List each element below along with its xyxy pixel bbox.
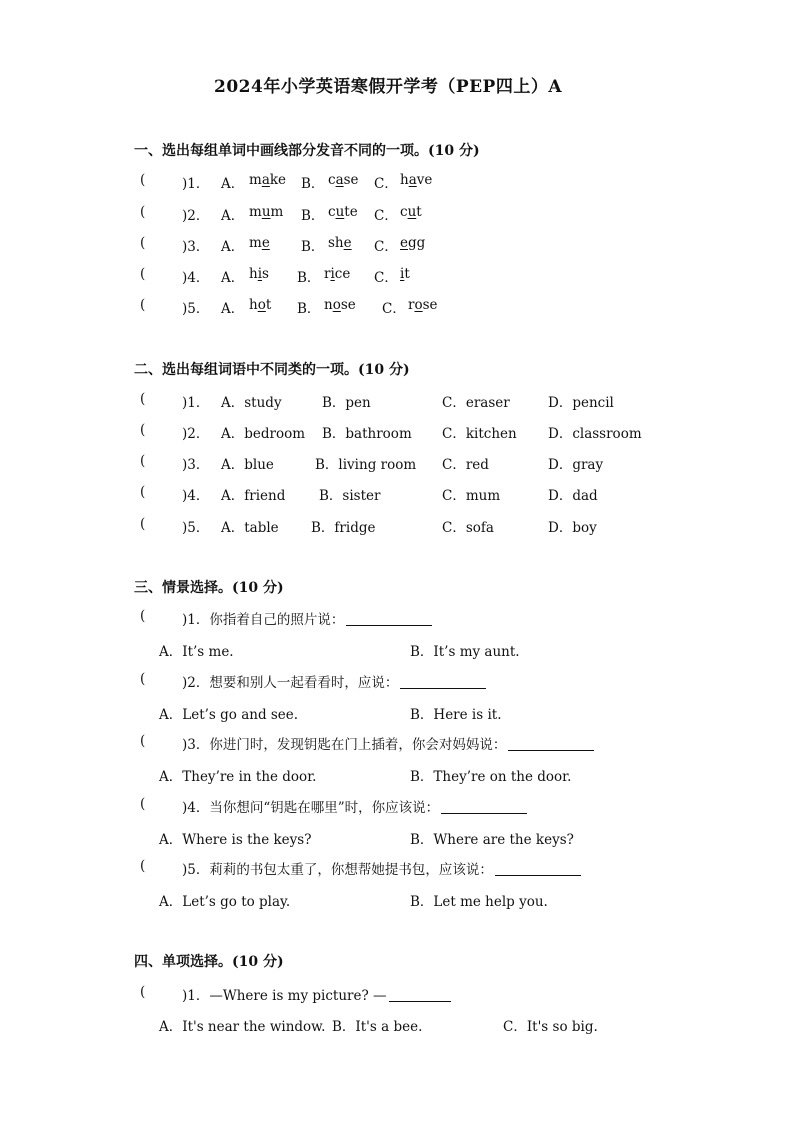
option-b: B．bathroom: [322, 426, 412, 442]
option-c-label: C．: [374, 270, 398, 286]
answer-paren[interactable]: (: [140, 608, 146, 624]
answer-blank[interactable]: [400, 674, 486, 689]
answer-paren[interactable]: (: [140, 422, 146, 438]
question-number: )5．: [182, 301, 210, 317]
section-3-heading: 三、情景选择。(10 分): [134, 580, 284, 596]
question-number: )2．: [182, 208, 210, 224]
option-d: D．gray: [548, 457, 604, 473]
option-b: B．It’s my aunt.: [410, 644, 520, 660]
option-a: A．Let’s go and see.: [159, 707, 299, 723]
option-b: B．Here is it.: [410, 707, 502, 723]
answer-paren[interactable]: (: [140, 172, 146, 188]
option-c: C．It's so big.: [503, 1019, 598, 1035]
option-c-word: rose: [408, 297, 438, 313]
option-b-word: cute: [328, 204, 358, 220]
option-a: A．table: [221, 520, 279, 536]
answer-paren[interactable]: (: [140, 453, 146, 469]
option-d: D．boy: [548, 520, 597, 536]
option-b-word: case: [328, 172, 359, 188]
question-text: )4．当你想问“钥匙在哪里”时，你应该说：: [182, 796, 527, 816]
option-b: B．Where are the keys?: [410, 832, 574, 848]
question-number: )5．: [182, 520, 210, 536]
question-text: )2．想要和别人一起看看时，应说：: [182, 671, 486, 691]
option-b-word: rice: [324, 266, 351, 282]
option-b: B．sister: [319, 488, 381, 504]
answer-paren[interactable]: (: [140, 733, 146, 749]
question-number: )4．: [182, 488, 210, 504]
option-b-word: nose: [324, 297, 356, 313]
option-a-word: hot: [249, 297, 272, 313]
answer-blank[interactable]: [508, 736, 594, 751]
option-c-label: C．: [374, 176, 398, 192]
option-a-word: mum: [249, 204, 284, 220]
option-c-word: it: [400, 266, 410, 282]
answer-blank[interactable]: [495, 861, 581, 876]
section-4-heading: 四、单项选择。(10 分): [134, 954, 284, 970]
option-a-label: A．: [221, 270, 245, 286]
question-text: )3．你进门时，发现钥匙在门上插着，你会对妈妈说：: [182, 733, 594, 753]
option-b-label: B．: [301, 176, 325, 192]
option-c: C．kitchen: [442, 426, 517, 442]
option-a-label: A．: [221, 208, 245, 224]
option-b-word: she: [328, 235, 352, 251]
option-c-label: C．: [374, 239, 398, 255]
answer-paren[interactable]: (: [140, 796, 146, 812]
answer-blank[interactable]: [389, 987, 451, 1002]
section-2-heading: 二、选出每组词语中不同类的一项。(10 分): [134, 362, 410, 378]
question-number: )1．: [182, 395, 210, 411]
option-d: D．dad: [548, 488, 598, 504]
answer-paren[interactable]: (: [140, 516, 146, 532]
answer-paren[interactable]: (: [140, 391, 146, 407]
option-b: B．living room: [315, 457, 417, 473]
option-c-word: egg: [400, 235, 426, 251]
option-b-label: B．: [297, 301, 321, 317]
option-b: B．fridge: [311, 520, 376, 536]
option-d: D．classroom: [548, 426, 642, 442]
option-a: A．Let’s go to play.: [159, 894, 291, 910]
option-b: B．It's a bee.: [332, 1019, 423, 1035]
option-a: A．They’re in the door.: [159, 769, 317, 785]
question-number: )3．: [182, 457, 210, 473]
section-1-heading: 一、选出每组单词中画线部分发音不同的一项。(10 分): [134, 143, 480, 159]
option-a-word: his: [249, 266, 269, 282]
option-a-label: A．: [221, 176, 245, 192]
option-c-word: cut: [400, 204, 422, 220]
option-b-label: B．: [301, 239, 325, 255]
answer-blank[interactable]: [441, 799, 527, 814]
option-a: A．It’s me.: [159, 644, 234, 660]
question-number: )2．: [182, 426, 210, 442]
question-number: )4．: [182, 270, 210, 286]
option-c: C．mum: [442, 488, 501, 504]
option-b: B．pen: [322, 395, 371, 411]
option-a: A．friend: [221, 488, 286, 504]
option-a-label: A．: [221, 301, 245, 317]
option-c: C．sofa: [442, 520, 494, 536]
option-a: A．bedroom: [221, 426, 306, 442]
answer-paren[interactable]: (: [140, 266, 146, 282]
answer-paren[interactable]: (: [140, 671, 146, 687]
question-text: )1．—Where is my picture? —: [182, 984, 451, 1004]
option-a: A．Where is the keys?: [159, 832, 312, 848]
question-number: )3．: [182, 239, 210, 255]
answer-blank[interactable]: [346, 611, 432, 626]
question-number: )1．: [182, 176, 210, 192]
option-c-label: C．: [374, 208, 398, 224]
option-c-word: have: [400, 172, 433, 188]
option-c: C．eraser: [442, 395, 510, 411]
option-d: D．pencil: [548, 395, 614, 411]
answer-paren[interactable]: (: [140, 297, 146, 313]
answer-paren[interactable]: (: [140, 858, 146, 874]
option-b: B．Let me help you.: [410, 894, 548, 910]
option-c-label: C．: [382, 301, 406, 317]
question-text: )5．莉莉的书包太重了，你想帮她提书包，应该说：: [182, 858, 581, 878]
exam-title: 2024年小学英语寒假开学考（PEP四上）A: [214, 77, 563, 97]
option-b: B．They’re on the door.: [410, 769, 572, 785]
option-b-label: B．: [301, 208, 325, 224]
option-a-word: me: [249, 235, 270, 251]
option-a: A．blue: [221, 457, 274, 473]
option-a: A．It's near the window.: [159, 1019, 326, 1035]
option-b-label: B．: [297, 270, 321, 286]
answer-paren[interactable]: (: [140, 204, 146, 220]
question-text: )1．你指着自己的照片说：: [182, 608, 432, 628]
answer-paren[interactable]: (: [140, 984, 146, 1000]
option-a: A．study: [221, 395, 282, 411]
option-a-label: A．: [221, 239, 245, 255]
option-a-word: make: [249, 172, 287, 188]
answer-paren[interactable]: (: [140, 484, 146, 500]
answer-paren[interactable]: (: [140, 235, 146, 251]
option-c: C．red: [442, 457, 489, 473]
